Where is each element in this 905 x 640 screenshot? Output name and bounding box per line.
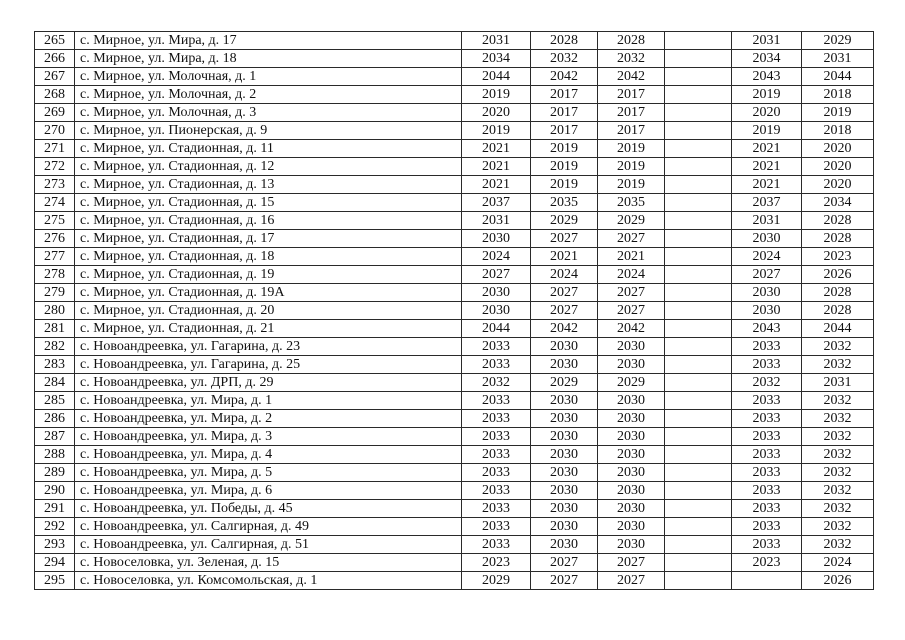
address-cell: с. Новоандреевка, ул. Салгирная, д. 51: [75, 536, 462, 554]
row-number-cell: 274: [35, 194, 75, 212]
year-col-4-cell: [665, 428, 732, 446]
year-col-5-cell: 2019: [732, 122, 802, 140]
year-col-6-cell: 2032: [802, 500, 874, 518]
address-cell: с. Мирное, ул. Стадионная, д. 12: [75, 158, 462, 176]
table-row: [35, 482, 874, 500]
table-row: [35, 572, 874, 590]
year-col-4-cell: [665, 338, 732, 356]
address-cell: с. Мирное, ул. Стадионная, д. 20: [75, 302, 462, 320]
row-number-cell: 270: [35, 122, 75, 140]
year-col-5-cell: 2021: [732, 140, 802, 158]
year-col-4-cell: [665, 320, 732, 338]
table-row: [35, 248, 874, 266]
table-row: [35, 338, 874, 356]
table-row: [35, 122, 874, 140]
address-cell: с. Мирное, ул. Мира, д. 17: [75, 32, 462, 50]
year-col-2-cell: 2027: [531, 230, 598, 248]
year-col-1-cell: 2033: [462, 464, 531, 482]
table-row: [35, 446, 874, 464]
row-number-cell: 277: [35, 248, 75, 266]
year-col-3-cell: 2042: [598, 320, 665, 338]
table-row: [35, 50, 874, 68]
year-col-2-cell: 2027: [531, 284, 598, 302]
year-col-3-cell: 2029: [598, 212, 665, 230]
address-cell: с. Новоандреевка, ул. ДРП, д. 29: [75, 374, 462, 392]
year-col-3-cell: 2027: [598, 572, 665, 590]
year-col-1-cell: 2033: [462, 338, 531, 356]
row-number-cell: 287: [35, 428, 75, 446]
year-col-6-cell: 2034: [802, 194, 874, 212]
year-col-5-cell: 2033: [732, 356, 802, 374]
year-col-5-cell: 2023: [732, 554, 802, 572]
year-col-4-cell: [665, 284, 732, 302]
table-row: [35, 68, 874, 86]
year-col-2-cell: 2029: [531, 374, 598, 392]
year-col-5-cell: 2030: [732, 284, 802, 302]
year-col-5-cell: 2021: [732, 158, 802, 176]
row-number-cell: 269: [35, 104, 75, 122]
row-number-cell: 294: [35, 554, 75, 572]
year-col-2-cell: 2030: [531, 500, 598, 518]
year-col-6-cell: 2028: [802, 230, 874, 248]
address-cell: с. Мирное, ул. Стадионная, д. 11: [75, 140, 462, 158]
year-col-1-cell: 2033: [462, 356, 531, 374]
year-col-4-cell: [665, 230, 732, 248]
table-row: [35, 212, 874, 230]
year-col-1-cell: 2037: [462, 194, 531, 212]
row-number-cell: 280: [35, 302, 75, 320]
year-col-4-cell: [665, 446, 732, 464]
year-col-3-cell: 2017: [598, 122, 665, 140]
table-row: [35, 500, 874, 518]
year-col-2-cell: 2042: [531, 68, 598, 86]
year-col-6-cell: 2018: [802, 122, 874, 140]
year-col-3-cell: 2019: [598, 158, 665, 176]
year-col-3-cell: 2030: [598, 536, 665, 554]
year-col-1-cell: 2019: [462, 86, 531, 104]
year-col-3-cell: 2030: [598, 338, 665, 356]
year-col-3-cell: 2030: [598, 410, 665, 428]
year-col-4-cell: [665, 482, 732, 500]
address-cell: с. Новоандреевка, ул. Мира, д. 1: [75, 392, 462, 410]
year-col-1-cell: 2031: [462, 212, 531, 230]
year-col-5-cell: 2033: [732, 482, 802, 500]
year-col-5-cell: 2031: [732, 212, 802, 230]
year-col-5-cell: 2020: [732, 104, 802, 122]
year-col-1-cell: 2033: [462, 410, 531, 428]
row-number-cell: 268: [35, 86, 75, 104]
year-col-6-cell: 2032: [802, 536, 874, 554]
year-col-6-cell: 2031: [802, 50, 874, 68]
row-number-cell: 267: [35, 68, 75, 86]
table-row: [35, 302, 874, 320]
year-col-2-cell: 2035: [531, 194, 598, 212]
row-number-cell: 292: [35, 518, 75, 536]
table-row: [35, 194, 874, 212]
year-col-6-cell: 2032: [802, 410, 874, 428]
year-col-4-cell: [665, 176, 732, 194]
row-number-cell: 272: [35, 158, 75, 176]
year-col-2-cell: 2021: [531, 248, 598, 266]
year-col-1-cell: 2033: [462, 482, 531, 500]
year-col-3-cell: 2024: [598, 266, 665, 284]
year-col-1-cell: 2033: [462, 500, 531, 518]
year-col-2-cell: 2029: [531, 212, 598, 230]
row-number-cell: 265: [35, 32, 75, 50]
address-cell: с. Новоандреевка, ул. Мира, д. 2: [75, 410, 462, 428]
year-col-2-cell: 2024: [531, 266, 598, 284]
year-col-6-cell: 2020: [802, 176, 874, 194]
year-col-5-cell: 2031: [732, 32, 802, 50]
year-col-6-cell: 2032: [802, 518, 874, 536]
year-col-6-cell: 2032: [802, 392, 874, 410]
year-col-1-cell: 2033: [462, 536, 531, 554]
year-col-3-cell: 2030: [598, 464, 665, 482]
address-cell: с. Новоандреевка, ул. Мира, д. 4: [75, 446, 462, 464]
year-col-2-cell: 2027: [531, 554, 598, 572]
year-col-2-cell: 2017: [531, 104, 598, 122]
year-col-5-cell: [732, 572, 802, 590]
year-col-6-cell: 2032: [802, 464, 874, 482]
address-cell: с. Мирное, ул. Пионерская, д. 9: [75, 122, 462, 140]
year-col-2-cell: 2030: [531, 428, 598, 446]
row-number-cell: 271: [35, 140, 75, 158]
table-row: [35, 536, 874, 554]
year-col-5-cell: 2033: [732, 500, 802, 518]
year-col-1-cell: 2033: [462, 446, 531, 464]
year-col-6-cell: 2044: [802, 68, 874, 86]
table-row: [35, 158, 874, 176]
year-col-2-cell: 2030: [531, 536, 598, 554]
year-col-3-cell: 2027: [598, 554, 665, 572]
table-row: [35, 374, 874, 392]
year-col-2-cell: 2019: [531, 158, 598, 176]
year-col-5-cell: 2033: [732, 446, 802, 464]
year-col-4-cell: [665, 68, 732, 86]
year-col-6-cell: 2029: [802, 32, 874, 50]
year-col-4-cell: [665, 374, 732, 392]
row-number-cell: 273: [35, 176, 75, 194]
year-col-2-cell: 2030: [531, 392, 598, 410]
table-row: [35, 140, 874, 158]
year-col-1-cell: 2029: [462, 572, 531, 590]
year-col-3-cell: 2027: [598, 230, 665, 248]
year-col-3-cell: 2017: [598, 104, 665, 122]
year-col-3-cell: 2027: [598, 284, 665, 302]
year-col-3-cell: 2019: [598, 176, 665, 194]
year-col-4-cell: [665, 536, 732, 554]
year-col-5-cell: 2037: [732, 194, 802, 212]
year-col-2-cell: 2032: [531, 50, 598, 68]
year-col-2-cell: 2030: [531, 482, 598, 500]
year-col-4-cell: [665, 122, 732, 140]
year-col-2-cell: 2017: [531, 86, 598, 104]
row-number-cell: 281: [35, 320, 75, 338]
year-col-2-cell: 2030: [531, 338, 598, 356]
year-col-1-cell: 2021: [462, 140, 531, 158]
year-col-4-cell: [665, 356, 732, 374]
row-number-cell: 288: [35, 446, 75, 464]
table-row: [35, 320, 874, 338]
year-col-4-cell: [665, 302, 732, 320]
year-col-2-cell: 2030: [531, 446, 598, 464]
year-col-5-cell: 2043: [732, 320, 802, 338]
year-col-4-cell: [665, 32, 732, 50]
row-number-cell: 283: [35, 356, 75, 374]
year-col-5-cell: 2033: [732, 464, 802, 482]
year-col-3-cell: 2030: [598, 356, 665, 374]
year-col-1-cell: 2034: [462, 50, 531, 68]
table-row: [35, 32, 874, 50]
year-col-2-cell: 2027: [531, 572, 598, 590]
year-col-4-cell: [665, 158, 732, 176]
row-number-cell: 279: [35, 284, 75, 302]
address-cell: с. Мирное, ул. Стадионная, д. 18: [75, 248, 462, 266]
year-col-3-cell: 2030: [598, 446, 665, 464]
year-col-1-cell: 2032: [462, 374, 531, 392]
year-col-5-cell: 2033: [732, 338, 802, 356]
year-col-6-cell: 2028: [802, 302, 874, 320]
address-cell: с. Мирное, ул. Молочная, д. 1: [75, 68, 462, 86]
year-col-5-cell: 2033: [732, 428, 802, 446]
year-col-1-cell: 2019: [462, 122, 531, 140]
year-col-5-cell: 2024: [732, 248, 802, 266]
year-col-1-cell: 2044: [462, 320, 531, 338]
year-col-6-cell: 2026: [802, 266, 874, 284]
table-row: [35, 230, 874, 248]
table-row: [35, 428, 874, 446]
address-cell: с. Новоандреевка, ул. Победы, д. 45: [75, 500, 462, 518]
table-row: [35, 86, 874, 104]
year-col-5-cell: 2030: [732, 302, 802, 320]
year-col-6-cell: 2020: [802, 140, 874, 158]
year-col-6-cell: 2044: [802, 320, 874, 338]
year-col-4-cell: [665, 86, 732, 104]
year-col-6-cell: 2028: [802, 212, 874, 230]
year-col-5-cell: 2034: [732, 50, 802, 68]
year-col-6-cell: 2026: [802, 572, 874, 590]
year-col-1-cell: 2023: [462, 554, 531, 572]
address-cell: с. Мирное, ул. Молочная, д. 3: [75, 104, 462, 122]
year-col-1-cell: 2024: [462, 248, 531, 266]
year-col-4-cell: [665, 500, 732, 518]
year-col-2-cell: 2030: [531, 518, 598, 536]
schedule-table: [34, 31, 874, 590]
year-col-3-cell: 2030: [598, 392, 665, 410]
year-col-1-cell: 2030: [462, 230, 531, 248]
year-col-1-cell: 2021: [462, 158, 531, 176]
year-col-2-cell: 2042: [531, 320, 598, 338]
year-col-2-cell: 2027: [531, 302, 598, 320]
row-number-cell: 290: [35, 482, 75, 500]
table-row: [35, 410, 874, 428]
year-col-3-cell: 2017: [598, 86, 665, 104]
row-number-cell: 278: [35, 266, 75, 284]
row-number-cell: 284: [35, 374, 75, 392]
table-row: [35, 284, 874, 302]
year-col-1-cell: 2033: [462, 428, 531, 446]
year-col-1-cell: 2044: [462, 68, 531, 86]
year-col-5-cell: 2032: [732, 374, 802, 392]
year-col-6-cell: 2018: [802, 86, 874, 104]
year-col-5-cell: 2021: [732, 176, 802, 194]
year-col-4-cell: [665, 212, 732, 230]
year-col-3-cell: 2029: [598, 374, 665, 392]
address-cell: с. Новоандреевка, ул. Мира, д. 3: [75, 428, 462, 446]
year-col-2-cell: 2017: [531, 122, 598, 140]
year-col-3-cell: 2042: [598, 68, 665, 86]
year-col-4-cell: [665, 572, 732, 590]
year-col-6-cell: 2019: [802, 104, 874, 122]
year-col-6-cell: 2023: [802, 248, 874, 266]
address-cell: с. Мирное, ул. Стадионная, д. 19: [75, 266, 462, 284]
row-number-cell: 276: [35, 230, 75, 248]
row-number-cell: 289: [35, 464, 75, 482]
address-cell: с. Мирное, ул. Мира, д. 18: [75, 50, 462, 68]
address-cell: с. Мирное, ул. Стадионная, д. 16: [75, 212, 462, 230]
row-number-cell: 291: [35, 500, 75, 518]
year-col-3-cell: 2032: [598, 50, 665, 68]
year-col-1-cell: 2030: [462, 302, 531, 320]
year-col-6-cell: 2032: [802, 356, 874, 374]
year-col-5-cell: 2033: [732, 392, 802, 410]
year-col-3-cell: 2021: [598, 248, 665, 266]
address-cell: с. Новоандреевка, ул. Гагарина, д. 23: [75, 338, 462, 356]
year-col-5-cell: 2027: [732, 266, 802, 284]
year-col-4-cell: [665, 248, 732, 266]
year-col-1-cell: 2033: [462, 392, 531, 410]
year-col-6-cell: 2032: [802, 428, 874, 446]
address-cell: с. Новоандреевка, ул. Гагарина, д. 25: [75, 356, 462, 374]
year-col-2-cell: 2030: [531, 410, 598, 428]
year-col-4-cell: [665, 392, 732, 410]
year-col-4-cell: [665, 518, 732, 536]
row-number-cell: 293: [35, 536, 75, 554]
year-col-1-cell: 2031: [462, 32, 531, 50]
address-cell: с. Новоандреевка, ул. Мира, д. 5: [75, 464, 462, 482]
year-col-4-cell: [665, 50, 732, 68]
year-col-2-cell: 2028: [531, 32, 598, 50]
year-col-5-cell: 2033: [732, 536, 802, 554]
year-col-6-cell: 2032: [802, 446, 874, 464]
year-col-6-cell: 2031: [802, 374, 874, 392]
year-col-4-cell: [665, 140, 732, 158]
year-col-3-cell: 2027: [598, 302, 665, 320]
address-cell: с. Мирное, ул. Стадионная, д. 21: [75, 320, 462, 338]
address-cell: с. Мирное, ул. Стадионная, д. 19А: [75, 284, 462, 302]
row-number-cell: 266: [35, 50, 75, 68]
year-col-6-cell: 2024: [802, 554, 874, 572]
year-col-3-cell: 2030: [598, 500, 665, 518]
year-col-5-cell: 2033: [732, 410, 802, 428]
year-col-2-cell: 2030: [531, 464, 598, 482]
row-number-cell: 285: [35, 392, 75, 410]
address-cell: с. Мирное, ул. Молочная, д. 2: [75, 86, 462, 104]
year-col-1-cell: 2020: [462, 104, 531, 122]
year-col-4-cell: [665, 104, 732, 122]
year-col-3-cell: 2035: [598, 194, 665, 212]
table-row: [35, 464, 874, 482]
year-col-5-cell: 2033: [732, 518, 802, 536]
year-col-4-cell: [665, 266, 732, 284]
year-col-3-cell: 2030: [598, 518, 665, 536]
table-row: [35, 554, 874, 572]
year-col-5-cell: 2030: [732, 230, 802, 248]
year-col-3-cell: 2030: [598, 428, 665, 446]
year-col-4-cell: [665, 554, 732, 572]
year-col-5-cell: 2043: [732, 68, 802, 86]
year-col-5-cell: 2019: [732, 86, 802, 104]
year-col-2-cell: 2030: [531, 356, 598, 374]
table-row: [35, 176, 874, 194]
address-cell: с. Мирное, ул. Стадионная, д. 13: [75, 176, 462, 194]
table-row: [35, 266, 874, 284]
year-col-2-cell: 2019: [531, 140, 598, 158]
year-col-1-cell: 2033: [462, 518, 531, 536]
year-col-6-cell: 2028: [802, 284, 874, 302]
year-col-1-cell: 2027: [462, 266, 531, 284]
table-row: [35, 356, 874, 374]
year-col-2-cell: 2019: [531, 176, 598, 194]
year-col-6-cell: 2032: [802, 482, 874, 500]
table-row: [35, 392, 874, 410]
table-row: [35, 104, 874, 122]
row-number-cell: 286: [35, 410, 75, 428]
address-cell: с. Мирное, ул. Стадионная, д. 15: [75, 194, 462, 212]
year-col-3-cell: 2019: [598, 140, 665, 158]
address-cell: с. Мирное, ул. Стадионная, д. 17: [75, 230, 462, 248]
year-col-3-cell: 2030: [598, 482, 665, 500]
year-col-6-cell: 2020: [802, 158, 874, 176]
year-col-1-cell: 2030: [462, 284, 531, 302]
row-number-cell: 295: [35, 572, 75, 590]
year-col-3-cell: 2028: [598, 32, 665, 50]
year-col-4-cell: [665, 464, 732, 482]
year-col-4-cell: [665, 194, 732, 212]
year-col-1-cell: 2021: [462, 176, 531, 194]
year-col-4-cell: [665, 410, 732, 428]
address-cell: с. Новоандреевка, ул. Салгирная, д. 49: [75, 518, 462, 536]
row-number-cell: 275: [35, 212, 75, 230]
address-cell: с. Новоселовка, ул. Зеленая, д. 15: [75, 554, 462, 572]
address-cell: с. Новоандреевка, ул. Мира, д. 6: [75, 482, 462, 500]
table-body: [35, 32, 874, 590]
address-cell: с. Новоселовка, ул. Комсомольская, д. 1: [75, 572, 462, 590]
table-row: [35, 518, 874, 536]
year-col-6-cell: 2032: [802, 338, 874, 356]
row-number-cell: 282: [35, 338, 75, 356]
